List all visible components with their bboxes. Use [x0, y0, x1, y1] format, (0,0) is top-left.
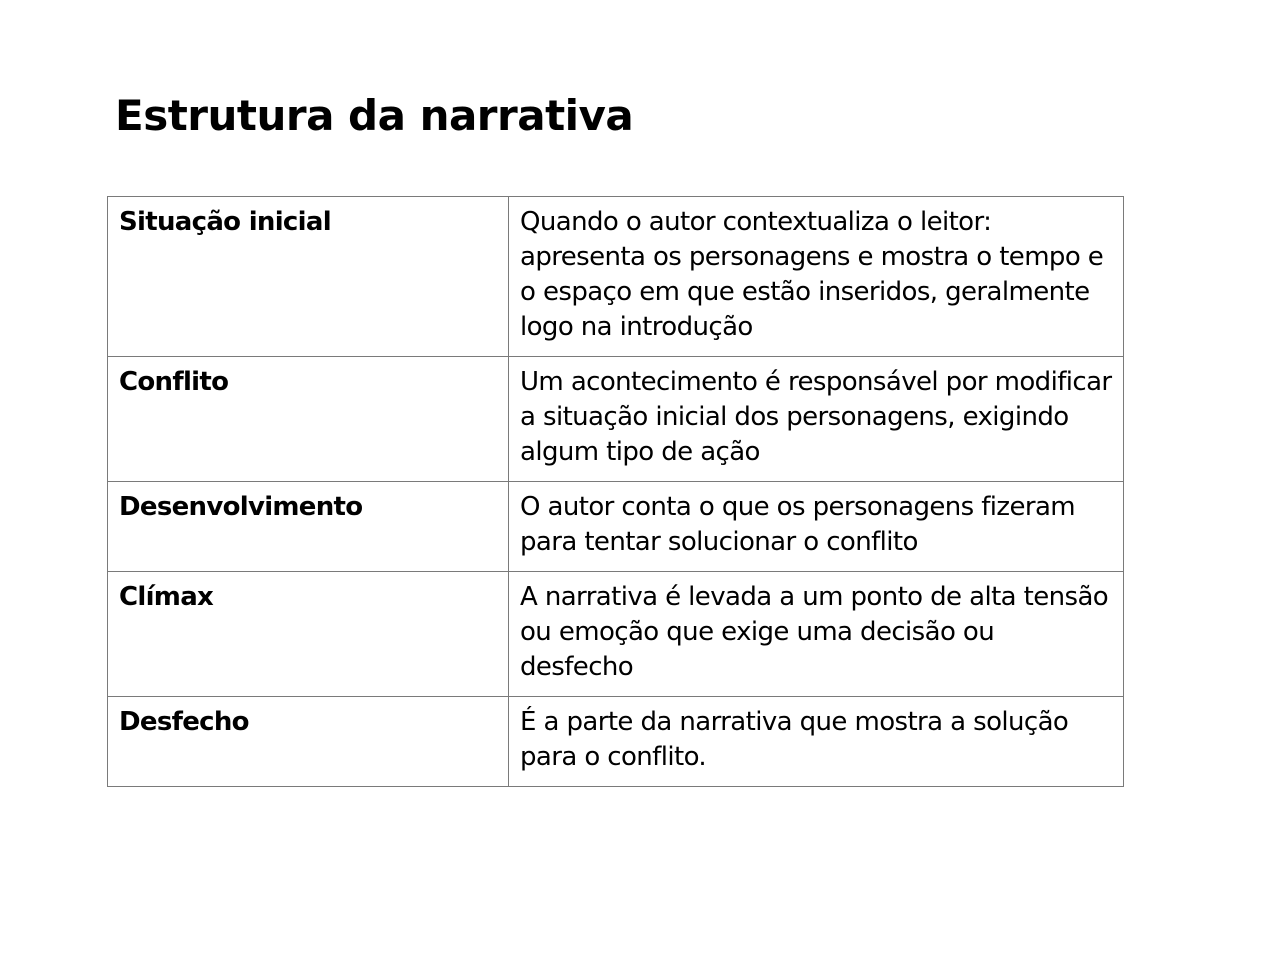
table-row	[108, 572, 1124, 697]
term-cell: Conflito	[108, 357, 509, 482]
description-cell: A narrativa é levada a um ponto de alta tensão ou emoção que exige uma decisão ou desfecho	[509, 572, 1124, 697]
description-cell: Quando o autor contextualiza o leitor: apresenta os personagens e mostra o tempo e o espaço em que estão inseridos, geralmente logo na introdução	[509, 197, 1124, 357]
table-row	[108, 357, 1124, 482]
table-row	[108, 697, 1124, 787]
page-title: Estrutura da narrativa	[115, 91, 634, 140]
term-cell: Clímax	[108, 572, 509, 697]
term-cell: Situação inicial	[108, 197, 509, 357]
description-cell: Um acontecimento é responsável por modificar a situação inicial dos personagens, exigindo algum tipo de ação	[509, 357, 1124, 482]
table-row	[108, 482, 1124, 572]
description-cell: É a parte da narrativa que mostra a solução para o conflito.	[509, 697, 1124, 787]
term-cell: Desenvolvimento	[108, 482, 509, 572]
narrative-structure-table	[107, 196, 1124, 787]
table-row	[108, 197, 1124, 357]
description-cell: O autor conta o que os personagens fizeram para tentar solucionar o conflito	[509, 482, 1124, 572]
term-cell: Desfecho	[108, 697, 509, 787]
